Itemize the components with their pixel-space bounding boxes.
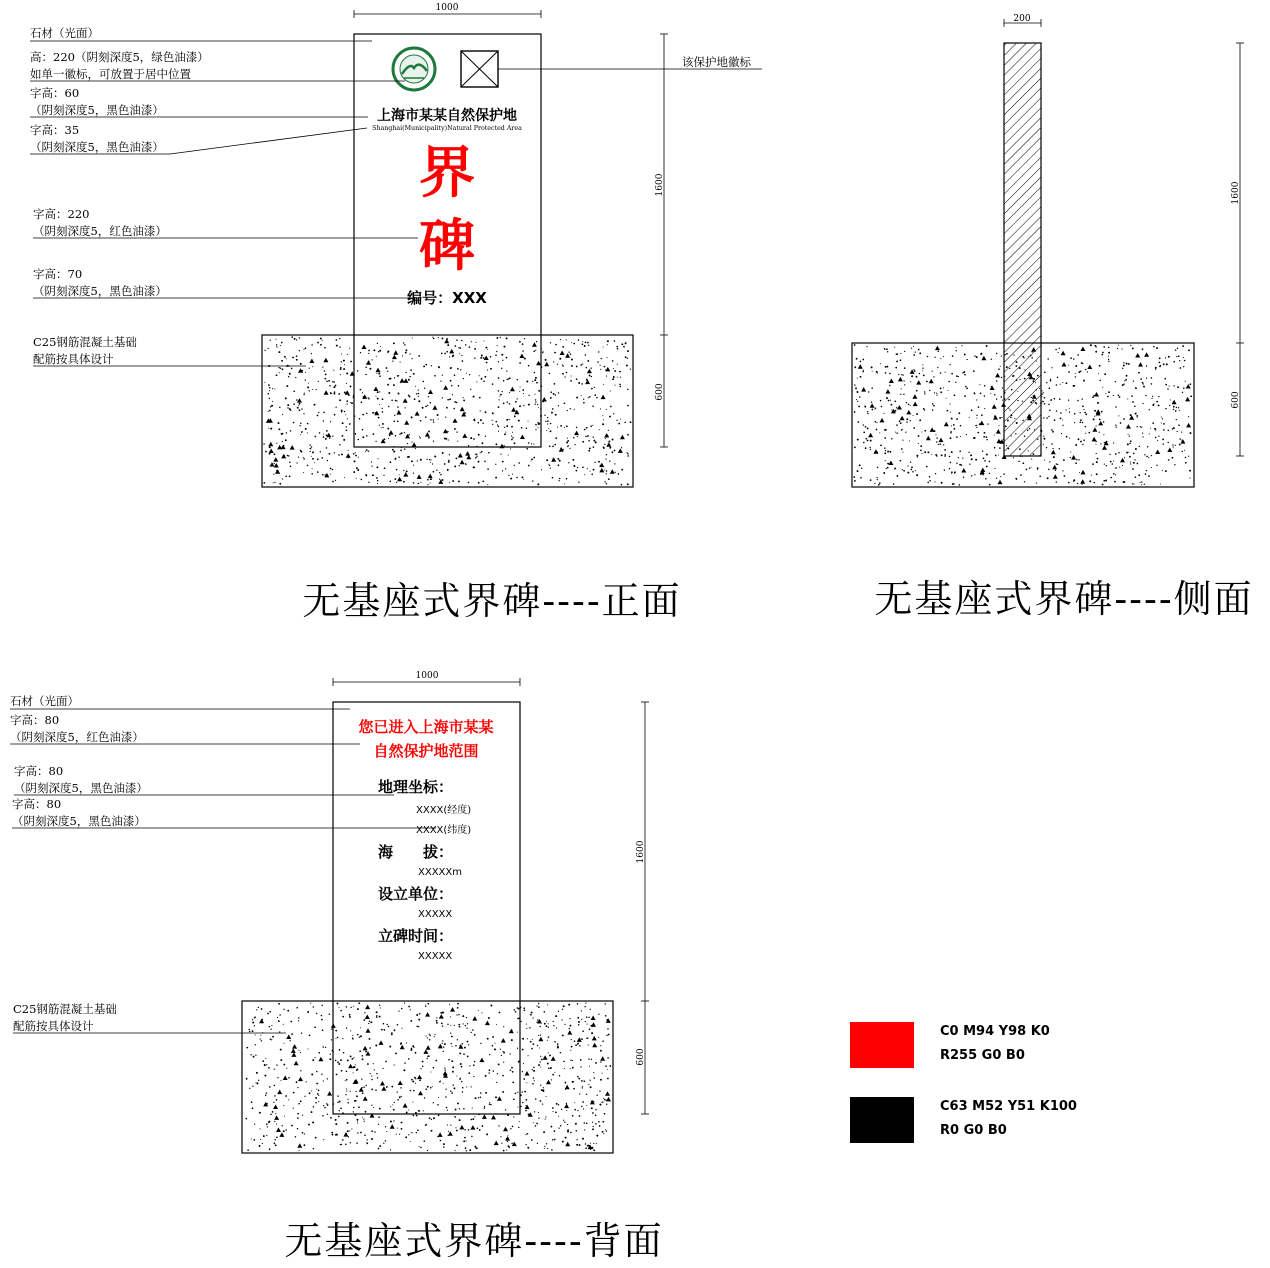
side-stone-slab [1004,43,1041,456]
side-width-dim: 200 [1013,14,1031,24]
back-view-title: 无基座式界碑----背面 [284,1219,664,1263]
back-time-value: XXXXX [418,951,453,962]
back-note-label-a: 字高：80 [14,764,64,778]
swatch-red-cmyk: C0 M94 Y98 K0 [940,1024,1050,1039]
front-note-big-a: 字高：220 [33,207,90,221]
front-note-en-a: 字高：35 [30,123,80,137]
swatch-black-rgb: R0 G0 B0 [940,1123,1007,1138]
back-note-red-b: （阴刻深度5，红色油漆） [10,730,144,744]
front-note-foundation-a: C25钢筋混凝土基础 [33,335,137,349]
back-red-line-2: 自然保护地范围 [373,742,479,760]
back-note-value-a: 字高：80 [12,797,62,811]
back-note-foundation-a: C25钢筋混凝土基础 [13,1002,117,1016]
back-view [10,671,664,1263]
front-width-dim: 1000 [435,3,459,13]
front-note-en-b: （阴刻深度5，黑色油漆） [30,140,164,154]
front-base-dim: 600 [655,383,665,401]
side-view [852,14,1254,621]
front-view-title: 无基座式界碑----正面 [302,579,682,623]
front-note-emblem: 该保护地徽标 [682,55,751,69]
front-height-dim: 1600 [655,173,665,197]
front-code: 编号：XXX [407,289,487,307]
back-altitude-value: XXXXXm [418,867,462,878]
front-big-char-2: 碑 [419,214,475,279]
back-note-foundation-b: 配筋按具体设计 [13,1019,94,1033]
front-note-big-b: （阴刻深度5，红色油漆） [33,224,167,238]
emblem-placeholder-icon [461,51,498,87]
back-time-label: 立碑时间： [378,927,454,945]
front-view [30,3,762,623]
back-unit-label: 设立单位： [378,885,454,903]
front-note-material: 石材（光面） [30,26,99,40]
front-cn-name: 上海市某某自然保护地 [377,108,517,124]
back-altitude-label: 海 拔： [378,843,454,861]
back-red-line-1: 您已进入上海市某某 [358,718,494,736]
back-height-dim: 1600 [636,840,646,864]
swatch-red [850,1022,914,1068]
front-note-code-a: 字高：70 [33,267,83,281]
back-base-dim: 600 [636,1048,646,1066]
back-note-value-b: （阴刻深度5，黑色油漆） [12,814,146,828]
color-legend [850,1022,1077,1143]
reserve-logo-icon [393,48,435,90]
back-note-material: 石材（光面） [10,694,79,708]
front-foundation [262,335,633,487]
back-note-label-b: （阴刻深度5，黑色油漆） [14,781,148,795]
back-unit-value: XXXXX [418,909,453,920]
back-coord-label: 地理坐标： [378,778,454,796]
front-big-char-1: 界 [419,141,475,206]
swatch-black [850,1097,914,1143]
back-foundation [242,1001,613,1153]
back-width-dim: 1000 [415,671,439,681]
back-note-red-a: 字高：80 [10,713,60,727]
front-note-logo-b: 如单一徽标，可放置于居中位置 [30,67,191,81]
front-note-cn-a: 字高：60 [30,86,80,100]
side-height-dim: 1600 [1231,181,1241,205]
front-en-name: Shanghai(Municipality)Natural Protected Area [372,125,522,132]
front-note-logo-a: 高：220（阴刻深度5，绿色油漆） [30,50,209,64]
side-base-dim: 600 [1231,391,1241,409]
side-view-title: 无基座式界碑----侧面 [874,577,1254,621]
swatch-red-rgb: R255 G0 B0 [940,1048,1025,1063]
swatch-black-cmyk: C63 M52 Y51 K100 [940,1099,1077,1114]
back-latitude: XXXX(纬度) [416,825,472,836]
back-longitude: XXXX(经度) [416,805,472,816]
front-note-foundation-b: 配筋按具体设计 [33,352,114,366]
front-note-code-b: （阴刻深度5，黑色油漆） [33,284,167,298]
front-note-cn-b: （阴刻深度5，黑色油漆） [30,103,164,117]
